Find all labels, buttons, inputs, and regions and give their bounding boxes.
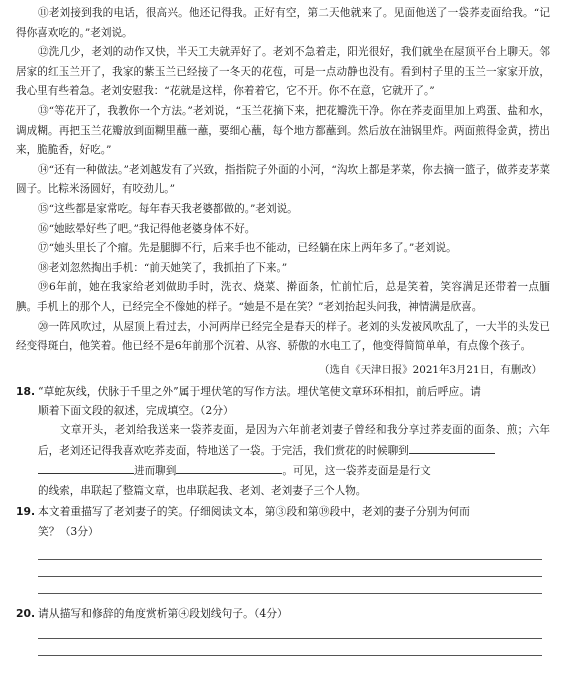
fill-text-a: 文章开头，老刘给我送来一袋荞麦面，是因为六年前老刘妻子曾经和我分享过荞麦面的面 (60, 423, 485, 436)
passage-source: （选自《天津日报》2021年3月21日，有删改） (319, 363, 542, 376)
paragraph-16: ⑯“她眩晕好些了吧。”我记得他老婆身体不好。 (38, 222, 256, 235)
question-19 (16, 502, 550, 604)
paragraph-18: ⑱老刘忽然掏出手机：“前天她笑了，我抓拍了下来。” (38, 261, 288, 274)
answer-blank-1-cont[interactable] (38, 461, 134, 474)
reading-passage (16, 4, 550, 380)
question-stem: 请从描写和修辞的角度赏析第④段划线句子。（4分） (38, 607, 288, 621)
paragraph-19: ⑲6年前，她在我家给老刘做助手时，洗衣、烧菜、擀面条，忙前忙后，总是笑着，笑容满足还带着一点腼腆。手机上的那个人，已经完全不像她的样子。“她是不是在笑？”老刘抬起头问我，神情满是欣喜。 (16, 281, 550, 313)
paragraph-20: ⑳一阵风吹过，从屋顶上看过去，小河两岸已经完全是春天的样子。老刘的头发被风吹乱了，一大半的头发已经变得斑白，他笑着。他已经不是6年前那个沉着、从容、骄傲的水电工了，他变得简简单单，有点像个孩子。 (16, 320, 550, 353)
fill-text-d: 的线索，串联起了整篇文章，也串联起我、老刘、老刘妻子三个人物。 (38, 485, 367, 498)
paragraph-12: ⑫洗几少，老刘的动作又快，半天工夫就弄好了。老刘不急着走，阳光很好，我们就坐在屋顶平台上聊天。邻居家的红玉兰开了，我家的紫玉兰已经接了一冬天的花苞，可是一点动静也没有。看到村子里的玉兰一家家开放，我心里有些着急。老刘安慰我：“花就是这样，你着着它，它不开。你不在意，它就开了。” (16, 46, 550, 98)
answer-blank-2[interactable] (176, 461, 282, 474)
paragraph-14: ⑭“还有一种做法。”老刘越发有了兴致，指指院子外面的小河，“沟坎上都是茅菜，你去摘一篮子，做荞麦茅菜圆子。比粽米汤圆好，有咬劲儿。” (16, 163, 550, 196)
answer-line[interactable] (38, 655, 542, 656)
fill-paragraph (16, 421, 550, 462)
paragraph-17: ⑰“她头里长了个瘤。先是腿脚不行，后来手也不能动，已经躺在床上两年多了。”老刘说。 (38, 242, 457, 255)
fill-text-c1: 进而聊到 (134, 465, 177, 478)
question-stem-cont: 顺着下面文段的叙述，完成填空。（2分） (38, 404, 234, 418)
question-stem-cont: 笑？（3分） (38, 524, 99, 538)
paragraph-15: ⑮“这些都是家常吃。每年春天我老婆都做的。”老刘说。 (38, 202, 298, 215)
question-20 (16, 604, 550, 656)
question-number: 19. (16, 505, 36, 519)
answer-blank-1[interactable] (409, 441, 495, 454)
fill-text-c2: 。可见，这一袋荞麦面是是行文 (282, 465, 431, 478)
question-18 (16, 382, 550, 502)
question-number: 18. (16, 384, 36, 398)
paragraph-13: ⑬“等花开了，我教你一个方法。”老刘说，“玉兰花摘下来，把花瓣洗干净。你在荞麦面里加上鸡蛋、盐和水，调成糊。再把玉兰花瓣放到面糊里蘸一蘸，要细心蘸，每个地方都蘸到。然后放在油锅里炸。两面煎得金黄，捞出来，脆脆香，好吃。” (16, 104, 550, 157)
paragraph-11: ⑪老刘接到我的电话，很高兴。他还记得我。正好有空，第二天他就来了。见面他送了一袋荞麦面给我。“记得你喜欢吃的。”老刘说。 (16, 7, 550, 39)
fill-text-b: 条、煎；六年后，老刘还记得我喜欢吃荞麦面，特地送了一袋。于完活，我们赏花的时候聊到 (38, 423, 551, 457)
question-stem: “草蛇灰线，伏脉于千里之外”属于埋伏笔的写作方法。埋伏笔使文章环环相扣，前后呼应。请 (38, 384, 481, 398)
question-stem: 本文着重描写了老刘妻子的笑。仔细阅读文本，第③段和第⑲段中，老刘的妻子分别为何而 (38, 505, 470, 519)
question-number: 20. (16, 607, 36, 621)
